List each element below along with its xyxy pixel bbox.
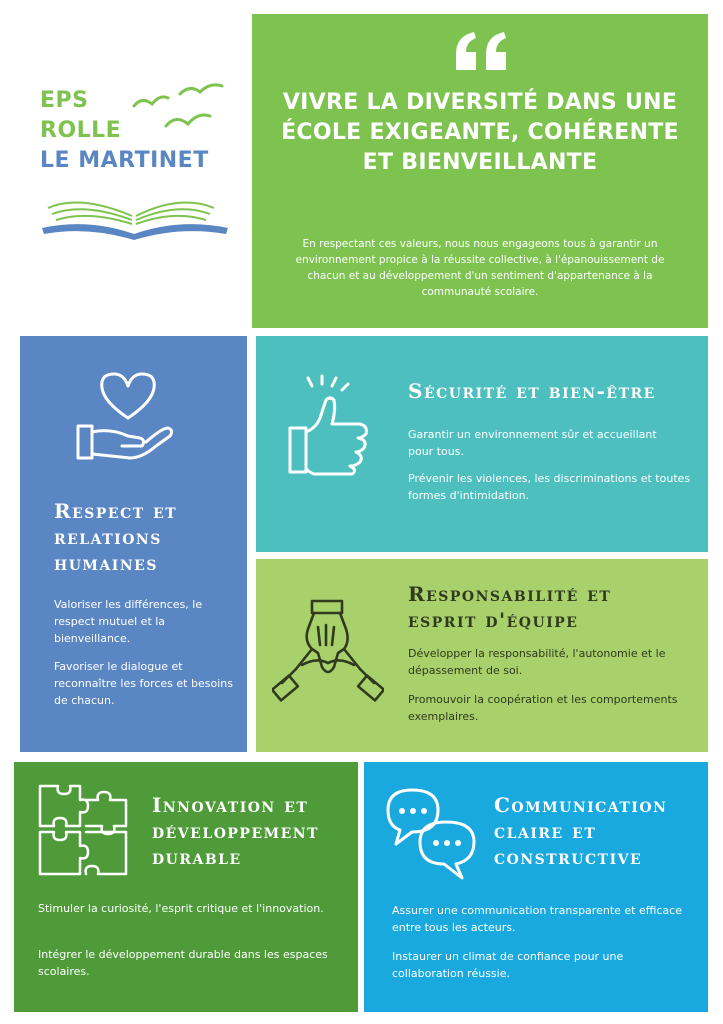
respect-title: Respect et relations humaines <box>54 499 178 575</box>
securite-text-2: Prévenir les violences, les discriminations et toutes formes d'intimidation. <box>408 472 691 502</box>
responsabilite-text-1: Développer la responsabilité, l'autonomie et le dépassement de soi. <box>408 647 666 677</box>
school-logo <box>40 88 240 248</box>
hero-title: VIVRE LA DIVERSITÉ DANS UNE ÉCOLE EXIGEANTE, COHÉRENTE ET BIENVEILLANTE <box>281 90 679 175</box>
logo-line-rolle: ROLLE <box>40 118 122 143</box>
innovation-title: Innovation et développement durable <box>152 793 319 869</box>
thumbs-up-icon <box>286 374 374 478</box>
logo-line-eps: EPS <box>40 88 89 113</box>
stacked-hands-icon <box>272 597 384 709</box>
open-book-icon <box>40 188 230 244</box>
puzzle-icon <box>36 782 132 878</box>
securite-panel <box>256 336 708 552</box>
securite-text-1: Garantir un environnement sûr et accueillant pour tous. <box>408 428 657 458</box>
communication-panel <box>364 762 708 1012</box>
respect-panel <box>20 336 247 752</box>
respect-text-1: Valoriser les différences, le respect mutuel et la bienveillance. <box>54 598 203 645</box>
communication-text-1: Assurer une communication transparente et efficace entre tous les acteurs. <box>392 904 682 934</box>
responsabilite-title: Responsabilité et esprit d'équipe <box>408 582 612 632</box>
birds-icon <box>132 82 232 142</box>
responsabilite-text-2: Promouvoir la coopération et les comportements exemplaires. <box>408 693 678 723</box>
responsabilite-panel <box>256 559 708 752</box>
innovation-text-1: Stimuler la curiosité, l'esprit critique et l'innovation. <box>38 902 324 915</box>
hero-panel <box>252 14 708 328</box>
heart-hand-icon <box>70 358 180 468</box>
securite-title: Sécurité et bien-être <box>408 379 656 403</box>
respect-text-2: Favoriser le dialogue et reconnaître les forces et besoins de chacun. <box>54 660 233 707</box>
hero-body: En respectant ces valeurs, nous nous engageons tous à garantir un environnement propice à la réussite collective, à l'épanouissement de chacun et au développement d'un sentiment d'appartenance à la communauté scolaire. <box>295 238 665 298</box>
quote-icon <box>452 28 512 72</box>
innovation-text-2: Intégrer le développement durable dans les espaces scolaires. <box>38 948 328 978</box>
innovation-panel <box>14 762 358 1012</box>
chat-bubbles-icon <box>382 786 482 882</box>
logo-line-le-martinet: LE MARTINET <box>40 148 209 173</box>
communication-title: Communication claire et constructive <box>494 793 668 869</box>
communication-text-2: Instaurer un climat de confiance pour une collaboration réussie. <box>392 950 624 980</box>
